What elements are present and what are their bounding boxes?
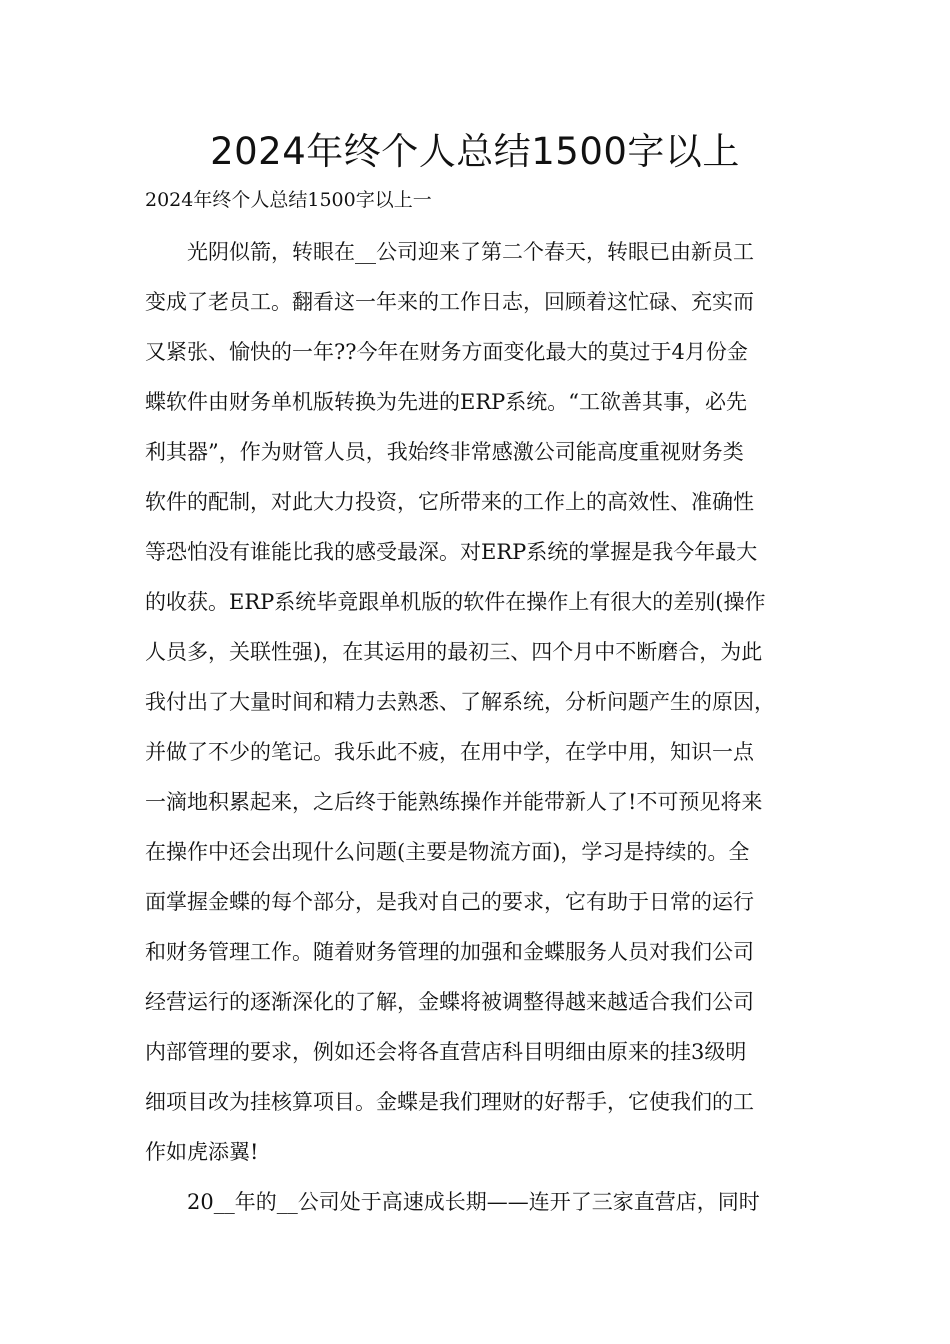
body-line: 又紧张、愉快的一年??今年在财务方面变化最大的莫过于4月份金 — [145, 340, 748, 364]
body-line: 一滴地积累起来，之后终于能熟练操作并能带新人了!不可预见将来 — [145, 790, 763, 814]
body-line: 蝶软件由财务单机版转换为先进的ERP系统。“工欲善其事，必先 — [145, 390, 748, 414]
document-subtitle: 2024年终个人总结1500字以上一 — [145, 189, 432, 211]
body-line: 软件的配制，对此大力投资，它所带来的工作上的高效性、准确性 — [145, 490, 754, 514]
body-line: 和财务管理工作。随着财务管理的加强和金蝶服务人员对我们公司 — [145, 940, 754, 964]
body-line: 的收获。ERP系统毕竟跟单机版的软件在操作上有很大的差别(操作 — [145, 590, 766, 614]
body-line: 20__年的__公司处于高速成长期——连开了三家直营店，同时 — [145, 1190, 760, 1214]
document-title: 2024年终个人总结1500字以上 — [210, 130, 740, 173]
body-line: 经营运行的逐渐深化的了解，金蝶将被调整得越来越适合我们公司 — [145, 990, 754, 1014]
body-line: 内部管理的要求，例如还会将各直营店科目明细由原来的挂3级明 — [145, 1040, 747, 1064]
body-line: 等恐怕没有谁能比我的感受最深。对ERP系统的掌握是我今年最大 — [145, 540, 758, 564]
body-line: 在操作中还会出现什么问题(主要是物流方面)，学习是持续的。全 — [145, 840, 750, 864]
body-line: 人员多，关联性强)，在其运用的最初三、四个月中不断磨合，为此 — [145, 640, 763, 664]
body-line: 我付出了大量时间和精力去熟悉、了解系统，分析问题产生的原因， — [145, 690, 775, 714]
body-line: 光阴似箭，转眼在__公司迎来了第二个春天，转眼已由新员工 — [145, 240, 754, 264]
body-line: 变成了老员工。翻看这一年来的工作日志，回顾着这忙碌、充实而 — [145, 290, 754, 314]
body-line: 面掌握金蝶的每个部分，是我对自己的要求，它有助于日常的运行 — [145, 890, 754, 914]
body-line: 作如虎添翼! — [145, 1140, 259, 1164]
body-line: 利其器”，作为财管人员，我始终非常感激公司能高度重视财务类 — [145, 440, 744, 464]
body-line: 并做了不少的笔记。我乐此不疲，在用中学，在学中用，知识一点 — [145, 740, 754, 764]
body-line: 细项目改为挂核算项目。金蝶是我们理财的好帮手，它使我们的工 — [145, 1090, 754, 1114]
